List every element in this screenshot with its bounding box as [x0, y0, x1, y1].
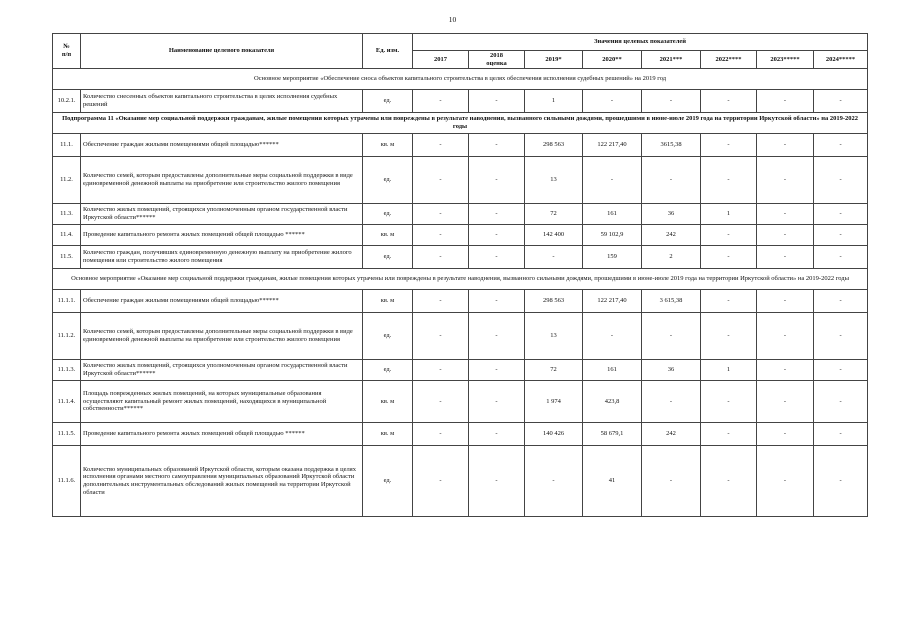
row-number: 10.2.1.	[53, 90, 81, 113]
row-number: 11.1.3.	[53, 360, 81, 381]
table-row	[53, 246, 868, 269]
indicator-value: -	[642, 90, 701, 113]
indicator-name: Количество снесенных объектов капитального строительства в целях исполнения судебных решений	[81, 90, 363, 113]
unit-of-measure: ед.	[363, 360, 413, 381]
section-title: Подпрограмма 11 «Оказание мер социальной поддержки гражданам, жилые помещения которых утрачены или повреждены в результате наводнения, вызванного сильными дождями, прошедшими в июне-июле 2019 года на территории Иркутской области» на 2019-2022 годы	[53, 113, 868, 134]
header-unit: Ед. изм.	[363, 34, 413, 69]
indicator-value: -	[701, 225, 757, 246]
indicator-value: -	[469, 381, 525, 423]
indicator-value: 1	[701, 360, 757, 381]
indicator-value: -	[814, 381, 868, 423]
indicator-name: Количество жилых помещений, строящихся уполномоченным органом государственной власти Иркутской области******	[81, 204, 363, 225]
indicator-value: -	[413, 134, 469, 157]
indicator-value: 298 563	[525, 134, 583, 157]
header-number: № п/п	[53, 34, 81, 69]
indicator-value: -	[583, 313, 642, 360]
indicator-value: 36	[642, 360, 701, 381]
header-year: 2018 оценка	[469, 51, 525, 69]
indicator-value: -	[701, 246, 757, 269]
indicator-value: -	[814, 360, 868, 381]
header-year: 2024*****	[814, 51, 868, 69]
indicator-value: -	[642, 446, 701, 517]
indicator-value: -	[814, 157, 868, 204]
indicator-value: 423,8	[583, 381, 642, 423]
indicator-value: -	[757, 423, 814, 446]
unit-of-measure: кв. м	[363, 381, 413, 423]
indicator-value: -	[814, 225, 868, 246]
header-year: 2019*	[525, 51, 583, 69]
section-row	[53, 269, 868, 290]
unit-of-measure: кв. м	[363, 225, 413, 246]
indicator-value: -	[757, 360, 814, 381]
unit-of-measure: ед.	[363, 157, 413, 204]
indicator-value: -	[413, 313, 469, 360]
indicator-value: -	[757, 134, 814, 157]
indicator-value: -	[642, 381, 701, 423]
indicator-name: Обеспечение граждан жилыми помещениями общей площадью******	[81, 134, 363, 157]
indicator-value: -	[814, 134, 868, 157]
indicator-value: -	[757, 204, 814, 225]
indicator-name: Количество семей, которым предоставлены дополнительные меры социальной поддержки в виде единовременной денежной выплаты на приобретение или строительство жилого помещения	[81, 313, 363, 360]
header-indicator-name: Наименование целевого показателя	[81, 34, 363, 69]
row-number: 11.1.6.	[53, 446, 81, 517]
indicator-value: 161	[583, 360, 642, 381]
indicator-value: -	[701, 157, 757, 204]
indicator-value: 122 217,40	[583, 290, 642, 313]
indicator-value: -	[814, 90, 868, 113]
header-target-values: Значения целевых показателей	[413, 34, 868, 51]
unit-of-measure: кв. м	[363, 423, 413, 446]
indicator-name: Количество семей, которым предоставлены дополнительные меры социальной поддержки в виде единовременной денежной выплаты на приобретение или строительство жилого помещения	[81, 157, 363, 204]
indicator-value: -	[413, 381, 469, 423]
table-row	[53, 225, 868, 246]
row-number: 11.1.5.	[53, 423, 81, 446]
table-row	[53, 204, 868, 225]
indicator-value: 1	[701, 204, 757, 225]
header-year: 2021***	[642, 51, 701, 69]
indicator-value: -	[469, 90, 525, 113]
section-title: Основное мероприятие «Оказание мер социальной поддержки гражданам, жилые помещения которых утрачены или повреждены в результате наводнения, вызванного сильными дождями, прошедшими в июне-июле 2019 года на территории Иркутской области» на 2019-2022 годы	[53, 269, 868, 290]
row-number: 11.1.1.	[53, 290, 81, 313]
unit-of-measure: ед.	[363, 90, 413, 113]
target-indicators-table	[52, 33, 868, 517]
indicator-value: -	[757, 381, 814, 423]
indicator-value: -	[757, 157, 814, 204]
table-row	[53, 381, 868, 423]
unit-of-measure: ед.	[363, 446, 413, 517]
indicator-value: -	[583, 157, 642, 204]
indicator-value: -	[642, 313, 701, 360]
table-row	[53, 290, 868, 313]
table-row	[53, 446, 868, 517]
indicator-value: 72	[525, 360, 583, 381]
indicator-value: -	[413, 90, 469, 113]
indicator-value: 242	[642, 423, 701, 446]
indicator-value: -	[814, 204, 868, 225]
indicator-value: -	[701, 134, 757, 157]
header-year: 2022****	[701, 51, 757, 69]
indicator-value: -	[701, 290, 757, 313]
section-row	[53, 113, 868, 134]
indicator-value: 13	[525, 313, 583, 360]
indicator-value: -	[469, 134, 525, 157]
indicator-value: -	[469, 157, 525, 204]
indicator-value: 159	[583, 246, 642, 269]
section-title: Основное мероприятие «Обеспечение сноса объектов капитального строительства в целях обеспечения исполнения судебных решений» на 2019 год	[53, 69, 868, 90]
indicator-value: 122 217,40	[583, 134, 642, 157]
indicator-value: 13	[525, 157, 583, 204]
indicator-value: -	[525, 446, 583, 517]
row-number: 11.1.4.	[53, 381, 81, 423]
indicator-value: -	[413, 290, 469, 313]
indicator-value: 3615,38	[642, 134, 701, 157]
indicator-value: -	[701, 381, 757, 423]
page-number: 10	[448, 15, 457, 24]
indicator-name: Площадь поврежденных жилых помещений, на которых муниципальные образования осуществляют капитальный ремонт жилых помещений, находящихся в муниципальной собственности******	[81, 381, 363, 423]
indicator-value: 72	[525, 204, 583, 225]
unit-of-measure: кв. м	[363, 134, 413, 157]
unit-of-measure: кв. м	[363, 290, 413, 313]
indicator-value: 298 563	[525, 290, 583, 313]
indicator-value: -	[413, 246, 469, 269]
row-number: 11.4.	[53, 225, 81, 246]
indicator-value: 142 400	[525, 225, 583, 246]
indicator-value: -	[757, 446, 814, 517]
indicator-value: -	[413, 157, 469, 204]
indicator-value: -	[469, 423, 525, 446]
row-number: 11.1.2.	[53, 313, 81, 360]
indicator-value: -	[757, 225, 814, 246]
indicator-value: -	[469, 225, 525, 246]
unit-of-measure: ед.	[363, 204, 413, 225]
row-number: 11.5.	[53, 246, 81, 269]
indicator-value: -	[413, 204, 469, 225]
indicator-value: -	[701, 90, 757, 113]
indicator-value: 3 615,38	[642, 290, 701, 313]
table-row	[53, 157, 868, 204]
indicator-value: 2	[642, 246, 701, 269]
table-body	[53, 69, 868, 517]
indicator-value: -	[757, 290, 814, 313]
indicator-value: -	[757, 246, 814, 269]
table-row	[53, 134, 868, 157]
section-row	[53, 69, 868, 90]
indicator-name: Проведение капитального ремонта жилых помещений общей площадью ******	[81, 423, 363, 446]
indicator-value: 140 426	[525, 423, 583, 446]
indicator-value: -	[814, 423, 868, 446]
row-number: 11.2.	[53, 157, 81, 204]
indicator-value: -	[814, 290, 868, 313]
row-number: 11.3.	[53, 204, 81, 225]
indicator-value: 1	[525, 90, 583, 113]
indicator-value: -	[642, 157, 701, 204]
indicator-value: -	[413, 446, 469, 517]
indicator-value: 1 974	[525, 381, 583, 423]
header-year: 2020**	[583, 51, 642, 69]
indicator-name: Обеспечение граждан жилыми помещениями общей площадью******	[81, 290, 363, 313]
indicator-value: -	[814, 313, 868, 360]
indicator-value: -	[757, 313, 814, 360]
indicator-name: Количество муниципальных образований Иркутской области, которым оказана поддержка в целях исполнения органами местного самоуправления муниципальных образований Иркутской области дополнительных инструментальных обследований жилых помещений на территории Иркутской области	[81, 446, 363, 517]
indicator-value: -	[469, 360, 525, 381]
indicator-value: -	[413, 225, 469, 246]
row-number: 11.1.	[53, 134, 81, 157]
indicator-value: -	[469, 446, 525, 517]
header-year: 2023*****	[757, 51, 814, 69]
indicator-value: -	[469, 290, 525, 313]
indicator-value: -	[814, 446, 868, 517]
indicator-value: 161	[583, 204, 642, 225]
indicator-name: Количество граждан, получивших единовременную денежную выплату на приобретение жилого помещения или строительство жилого помещения	[81, 246, 363, 269]
indicator-value: -	[413, 360, 469, 381]
indicator-value: -	[469, 204, 525, 225]
indicator-name: Проведение капитального ремонта жилых помещений общей площадью ******	[81, 225, 363, 246]
indicator-name: Количество жилых помещений, строящихся уполномоченным органом государственной власти Иркутской области******	[81, 360, 363, 381]
indicator-value: -	[583, 90, 642, 113]
indicator-value: -	[757, 90, 814, 113]
table-row	[53, 360, 868, 381]
table-row	[53, 313, 868, 360]
indicator-value: 59 102,9	[583, 225, 642, 246]
indicator-value: -	[469, 313, 525, 360]
indicator-value: -	[701, 423, 757, 446]
indicator-value: 242	[642, 225, 701, 246]
table-row	[53, 423, 868, 446]
indicator-value: -	[814, 246, 868, 269]
indicator-value: -	[701, 313, 757, 360]
indicator-value: -	[525, 246, 583, 269]
unit-of-measure: ед.	[363, 246, 413, 269]
indicator-value: 41	[583, 446, 642, 517]
table-row	[53, 90, 868, 113]
header-year: 2017	[413, 51, 469, 69]
indicator-value: 36	[642, 204, 701, 225]
indicator-value: 58 679,1	[583, 423, 642, 446]
indicator-value: -	[701, 446, 757, 517]
unit-of-measure: ед.	[363, 313, 413, 360]
indicator-value: -	[413, 423, 469, 446]
indicator-value: -	[469, 246, 525, 269]
